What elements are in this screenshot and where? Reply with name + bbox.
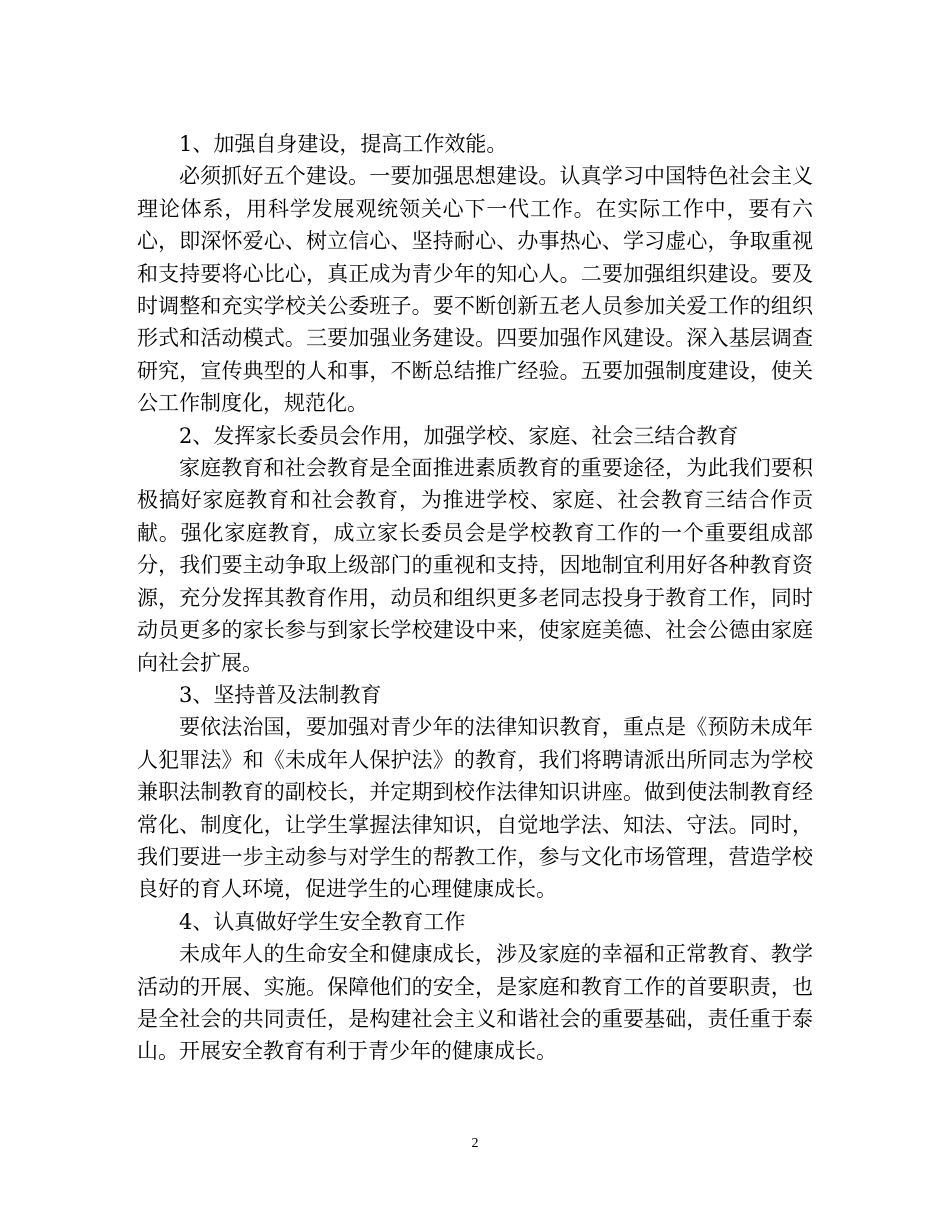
document-body xyxy=(137,128,813,1068)
heading-4: 4、认真做好学生安全教育工作 xyxy=(179,909,466,934)
paragraph-4: 未成年人的生命安全和健康成长，涉及家庭的幸福和正常教育、教学活动的开展、实施。保障他们的安全，是家庭和教育工作的首要职责，也是全社会的共同责任，是构建社会主义和谐社会的重要基础，责任重于泰山。开展安全教育有利于青少年的健康成长。 xyxy=(137,942,813,1064)
page-number: 2 xyxy=(471,1136,479,1151)
heading-2: 2、发挥家长委员会作用，加强学校、家庭、社会三结合教育 xyxy=(179,423,739,448)
heading-3: 3、坚持普及法制教育 xyxy=(179,682,382,707)
heading-1: 1、加强自身建设，提高工作效能。 xyxy=(179,132,508,156)
paragraph-1: 必须抓好五个建设。一要加强思想建设。认真学习中国特色社会主义理论体系，用科学发展观统领关心下一代工作。在实际工作中，要有六心，即深怀爱心、树立信心、坚持耐心、办事热心、学习虚心，争取重视和支持要将心比心，真正成为青少年的知心人。二要加强组织建设。要及时调整和充实学校关公委班子。要不断创新五老人员参加关爱工作的组织形式和活动模式。三要加强业务建设。四要加强作风建设。深入基层调查研究，宣传典型的人和事，不断总结推广经验。五要加强制度建设，使关公工作制度化，规范化。 xyxy=(137,164,813,416)
paragraph-2: 家庭教育和社会教育是全面推进素质教育的重要途径，为此我们要积极搞好家庭教育和社会教育，为推进学校、家庭、社会教育三结合作贡献。强化家庭教育，成立家长委员会是学校教育工作的一个重要组成部分，我们要主动争取上级部门的重视和支持，因地制宜利用好各种教育资源，充分发挥其教育作用，动员和组织更多老同志投身于教育工作，同时动员更多的家长参与到家长学校建设中来，使家庭美德、社会公德由家庭向社会扩展。 xyxy=(137,456,813,675)
paragraph-3: 要依法治国，要加强对青少年的法律知识教育，重点是《预防未成年人犯罪法》和《未成年人保护法》的教育，我们将聘请派出所同志为学校兼职法制教育的副校长，并定期到校作法律知识讲座。做到使法制教育经常化、制度化，让学生掌握法律知识，自觉地学法、知法、守法。同时，我们要进一步主动参与对学生的帮教工作，参与文化市场管理，营造学校良好的育人环境，促进学生的心理健康成长。 xyxy=(137,715,813,902)
